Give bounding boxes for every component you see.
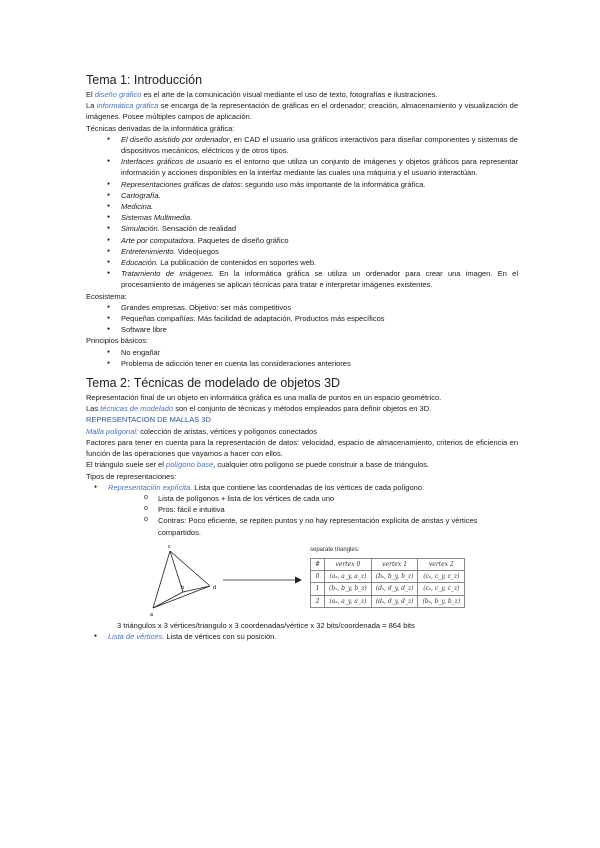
table-header-row <box>311 558 465 570</box>
list-item: ● Entretenimiento. Videojuegos <box>86 246 518 257</box>
list-item: o Contras: Poco eficiente, se repiten puntos y no hay representación explícita de aristas y vértices compartidos. <box>86 515 518 537</box>
table-row <box>311 583 465 595</box>
table-cell: (cₓ, c_y, c_z) <box>418 583 465 595</box>
document-page <box>86 68 518 642</box>
table-title: separate triangles: <box>310 546 360 553</box>
arrow-right-icon <box>223 575 303 585</box>
triangulo-paragraph: El triángulo suele ser el polígono base, cualquier otro polígono se puede construir a base de triángulos. <box>86 460 430 470</box>
ecosistema-list <box>86 302 518 336</box>
list-item: ● Pequeñas compañías. Más facilidad de adaptación, Productos más específicos <box>86 313 518 324</box>
tema2-title: Tema 2: Técnicas de modelado de objetos 3D <box>86 376 341 391</box>
term-diseno-grafico: diseño gráfico <box>94 90 142 99</box>
tema2-paragraph-1: Representación final de un objeto en informática gráfica es una malla de puntos en un espacio geométrico. <box>86 393 442 403</box>
vertex-label-d: d <box>213 584 217 591</box>
factores-paragraph: Factores para tener en cuenta para la representación de datos: velocidad, espacio de almacenamiento, criterios de eficiencia en función de las operaciones que vayamos a hacer con ellos. <box>86 437 518 459</box>
principios-label: Principios básicos: <box>86 336 149 346</box>
list-item: ● Problema de adicción tener en cuenta las consideraciones anteriores <box>86 358 518 369</box>
list-item: ● Educación. La publicación de contenidos en soportes web. <box>86 257 518 268</box>
vertex-label-c: c <box>168 543 171 550</box>
list-item: ● Representaciones gráficas de datos: segundo uso más importante de la informática gráfica. <box>86 179 518 190</box>
table-cell: 2 <box>311 595 325 607</box>
list-item: ● El diseño asistido por ordenador, en CAD el usuario usa gráficos interactivos para diseñar componentes y sistemas de dispositivos mecánicos, eléctricos y de otros tipos. <box>86 134 518 156</box>
ecosistema-label: Ecosistema: <box>86 291 127 301</box>
list-item: o Lista de polígonos + lista de los vértices de cada uno <box>86 493 518 504</box>
table-cell: (dₓ, d_y, d_z) <box>371 595 418 607</box>
malla-definition: Malla poligonal: colección de aristas, vértices y polígonos conectados <box>86 426 317 436</box>
table-cell: (bₓ, b_y, b_z) <box>371 571 418 583</box>
term-poligono-base: polígono base <box>166 460 214 470</box>
tipos-label: Tipos de representaciones: <box>86 471 177 481</box>
list-item: ● Cartografía. <box>86 190 518 201</box>
list-item: ● Medicina. <box>86 201 518 212</box>
table-cell: (bₓ, b_y, b_z) <box>418 595 465 607</box>
table-header-cell: # <box>311 558 325 570</box>
list-item: ● Simulación. Sensación de realidad <box>86 223 518 234</box>
table-cell: (aₓ, a_y, a_z) <box>325 571 372 583</box>
table-header-cell: vertex 1 <box>371 558 418 570</box>
tema2-paragraph-2: Las técnicas de modelado son el conjunto de técnicas y métodos empleados para definir objetos en 3D. <box>86 404 432 414</box>
list-item: ● Grandes empresas. Objetivo: ser más competitivos <box>86 302 518 313</box>
table-cell: (dₓ, d_y, d_z) <box>371 583 418 595</box>
list-item: ● Software libre <box>86 324 518 335</box>
term-representacion-explicita: Representación explícita. <box>108 482 193 492</box>
table-header-cell: vertex 0 <box>325 558 372 570</box>
tipos-list <box>86 482 518 493</box>
table-row <box>311 571 465 583</box>
table-cell: (bₓ, b_y, b_z) <box>325 583 372 595</box>
table-header-cell: vertex 2 <box>418 558 465 570</box>
tipos-list-2 <box>86 631 518 642</box>
tecnicas-label: Técnicas derivadas de la informática gráfica: <box>86 123 235 133</box>
term-lista-vertices: Lista de vértices. <box>108 631 165 641</box>
list-item: ● Representación explícita. Lista que contiene las coordenadas de los vértices de cada polígono. <box>86 482 518 493</box>
principios-list <box>86 347 518 369</box>
table-cell: 1 <box>311 583 325 595</box>
explicita-sublist <box>86 493 518 538</box>
tema1-paragraph-2: La informática gráfica se encarga de la representación de gráficas en el ordenador; creación, almacenamiento y visualización de imágenes. Posee múltiples campos de aplicación. <box>86 101 518 122</box>
tema1-paragraph-1: El diseño gráfico es el arte de la comunicación visual mediante el uso de texto, fotografías e ilustraciones. <box>86 90 438 99</box>
term-malla-poligonal: Malla poligonal: <box>86 426 139 436</box>
vertex-label-a: a <box>150 611 154 618</box>
table-cell: 0 <box>311 571 325 583</box>
triangles-table <box>310 558 465 608</box>
term-informatica-grafica: informática gráfica <box>96 101 159 111</box>
vertex-label-b: b <box>181 584 185 591</box>
list-item: ● Interfaces gráficos de usuario es el entorno que utiliza un conjunto de imágenes y objetos gráficos para representar información y acciones disponibles en la interfaz mediante las cuales una máquina y el usuario interactúan. <box>86 156 518 178</box>
list-item: o Pros: fácil e intuitiva <box>86 504 518 515</box>
storage-formula: 3 triángulos x 3 vértices/triangulo x 3 coordenadas/vértice x 32 bits/coordenada = 864 bits <box>117 620 415 630</box>
list-item: ● Tratamiento de imágenes. En la informática gráfica se utiliza un ordenador para crear una imagen. En el procesamiento de imágenes se aplican técnicas para tratar e interpretar imágenes existentes. <box>86 268 518 290</box>
list-item: ● No engañar <box>86 347 518 358</box>
mesh-figure <box>86 542 518 618</box>
list-item: ● Lista de vértices. Lista de vértices con su posición. <box>86 631 518 642</box>
list-item: ● Arte por computadora. Paquetes de diseño gráfico <box>86 235 518 246</box>
table-cell: (cₓ, c_y, c_z) <box>418 571 465 583</box>
tecnicas-list <box>86 134 518 291</box>
section-subheading: REPRESENTACION DE MALLAS 3D <box>86 415 211 425</box>
tema1-title: Tema 1: Introducción <box>86 73 203 87</box>
table-cell: (aₓ, a_y, a_z) <box>325 595 372 607</box>
table-row <box>311 595 465 607</box>
list-item: ● Sistemas Multimedia. <box>86 212 518 223</box>
term-tecnicas-modelado: técnicas de modelado <box>100 404 174 414</box>
triangles-table-box <box>310 545 465 608</box>
